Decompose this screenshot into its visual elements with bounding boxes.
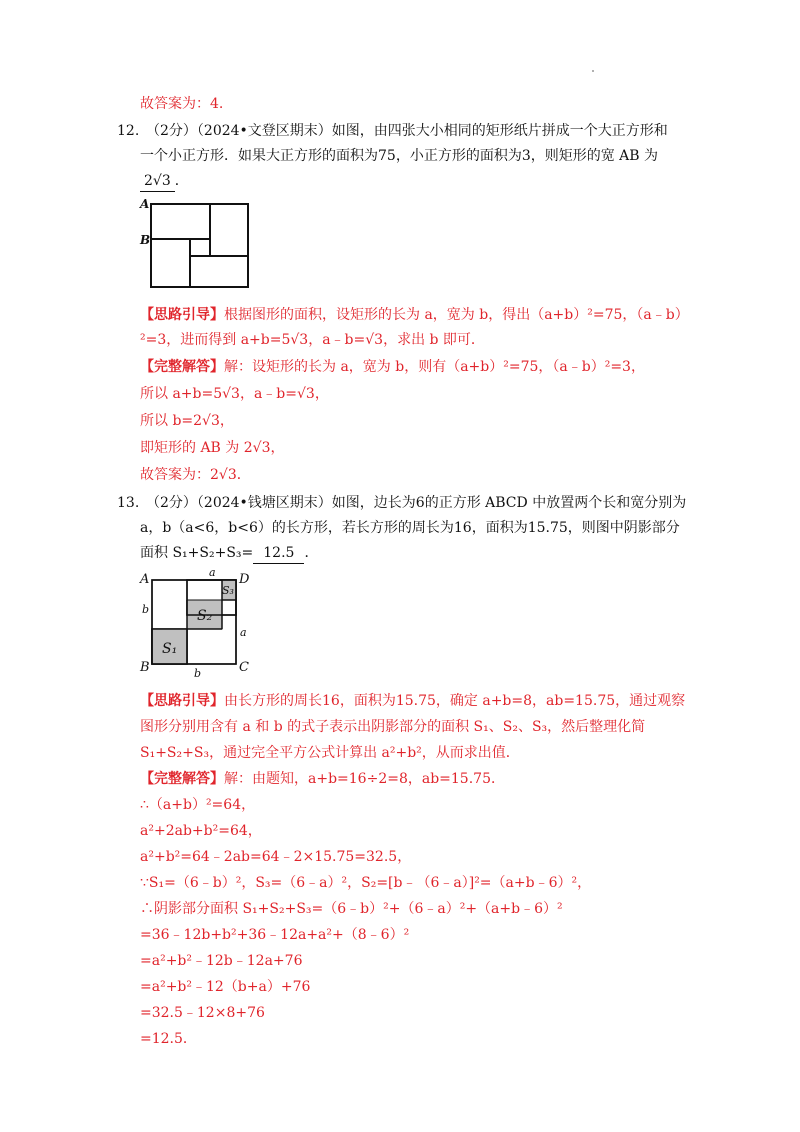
q13-label-a-vertex: A [140,572,150,587]
q13-hint-line3: S₁+S₂+S₃，通过完全平方公式计算出 a²+b²，从而求出值． [140,745,520,761]
q13-solution-text1: 解：由题知，a+b=16÷2=8，ab=15.75． [224,771,505,787]
q13-step: =a²+b²﹣12b﹣12a+76 [140,953,303,969]
q12-solution-text1: 解：设矩形的长为 a，宽为 b，则有（a+b）²=75，（a﹣b）²=3， [224,359,645,375]
q13-step: ∴阴影部分面积 S₁+S₂+S₃=（6﹣b）²+（6﹣a）²+（a+b﹣6）² [140,901,563,917]
q13-label-d-vertex: D [239,572,250,587]
q12-blank-end: ． [174,173,189,189]
q13-hint-line2: 图形分别用含有 a 和 b 的式子表示出阴影部分的面积 S₁、S₂、S₃，然后整理化简 [140,719,646,735]
q13-label-s3: S₃ [222,584,234,597]
q13-label-b-bottom: b [194,667,202,680]
q13-number: 13. [117,495,140,511]
q13-step: a²+2ab+b²=64， [140,823,262,839]
answer-11: 故答案为：4. [140,96,224,112]
q12-blank: 2√3 [140,171,175,192]
q13-label-b-vertex: B [140,660,150,675]
q13-label-c-vertex: C [239,660,249,675]
q13-stem-line1: （2分）（2024•钱塘区期末）如图，边长为6的正方形 ABCD 中放置两个长和宽分别为 [146,495,687,511]
q13-hint-line1 [140,691,685,711]
q13-label-a-top: a [209,566,216,579]
q13-step: =36﹣12b+b²+36﹣12a+a²+（8﹣6）² [140,927,410,943]
q13-label-s1: S₁ [162,641,178,657]
q12-stem-line2: 一个小正方形．如果大正方形的面积为75，小正方形的面积为3，则矩形的宽 AB 为 [140,148,659,164]
q12-solution-tag: 【完整解答】 [140,359,224,375]
q13-hint-text1: 由长方形的周长16，面积为15.75，确定 a+b=8，ab=15.75，通过观察 [224,693,686,709]
q13-step: =a²+b²﹣12（b+a）+76 [140,979,311,995]
q12-answer-blank [140,171,189,192]
q12-hint-text1: 根据图形的面积，设矩形的长为 a，宽为 b，得出（a+b）²=75，（a﹣b） [224,307,689,323]
q13-step: ∵S₁=（6﹣b）²，S₃=（6﹣a）²，S₂=[b﹣（6﹣a）]²=（a+b﹣6）²， [140,875,592,891]
q13-figure [138,565,268,680]
q12-label-a: A [140,197,150,211]
q12-label-b: B [140,233,151,247]
q13-hint-tag: 【思路引导】 [140,693,224,709]
q12-hint-line1 [140,305,689,325]
q12-figure [138,197,258,293]
q13-step: =32.5﹣12×8+76 [140,1005,265,1021]
q13-stem-end: ． [304,545,319,561]
q12-solution-line5: 故答案为：2√3． [140,467,251,483]
q13-blank: 12.5 [253,543,304,564]
q13-label-a-right: a [240,626,247,639]
q13-solution-line1 [140,769,505,789]
q13-label-b-left: b [142,603,150,616]
q12-hint-tag: 【思路引导】 [140,307,224,323]
q12-solution-line1 [140,357,645,377]
page-mark [592,70,594,72]
q13-step: a²+b²=64﹣2ab=64﹣2×15.75=32.5， [140,849,412,865]
q12-solution-line2: 所以 a+b=5√3，a﹣b=√3， [140,386,329,402]
q13-step: =12.5． [140,1031,197,1047]
q13-step: ∴（a+b）²=64， [140,797,256,813]
q12-solution-line3: 所以 b=2√3， [140,413,234,429]
q13-solution-tag: 【完整解答】 [140,771,224,787]
q13-stem-line2: a，b（a<6，b<6）的长方形，若长方形的周长为16，面积为15.75，则图中阴影部分 [140,520,680,536]
q12-stem-line1: （2分）（2024•文登区期末）如图，由四张大小相同的矩形纸片拼成一个大正方形和 [146,123,668,139]
q13-stem-line3 [140,543,318,564]
q12-solution-line4: 即矩形的 AB 为 2√3， [140,440,285,456]
q12-number: 12. [117,123,140,139]
q12-hint-line2: ²=3，进而得到 a+b=5√3，a﹣b=√3，求出 b 即可． [140,332,485,348]
q13-stem-pre: 面积 S₁+S₂+S₃= [140,545,254,561]
q13-label-s2: S₂ [197,608,213,624]
